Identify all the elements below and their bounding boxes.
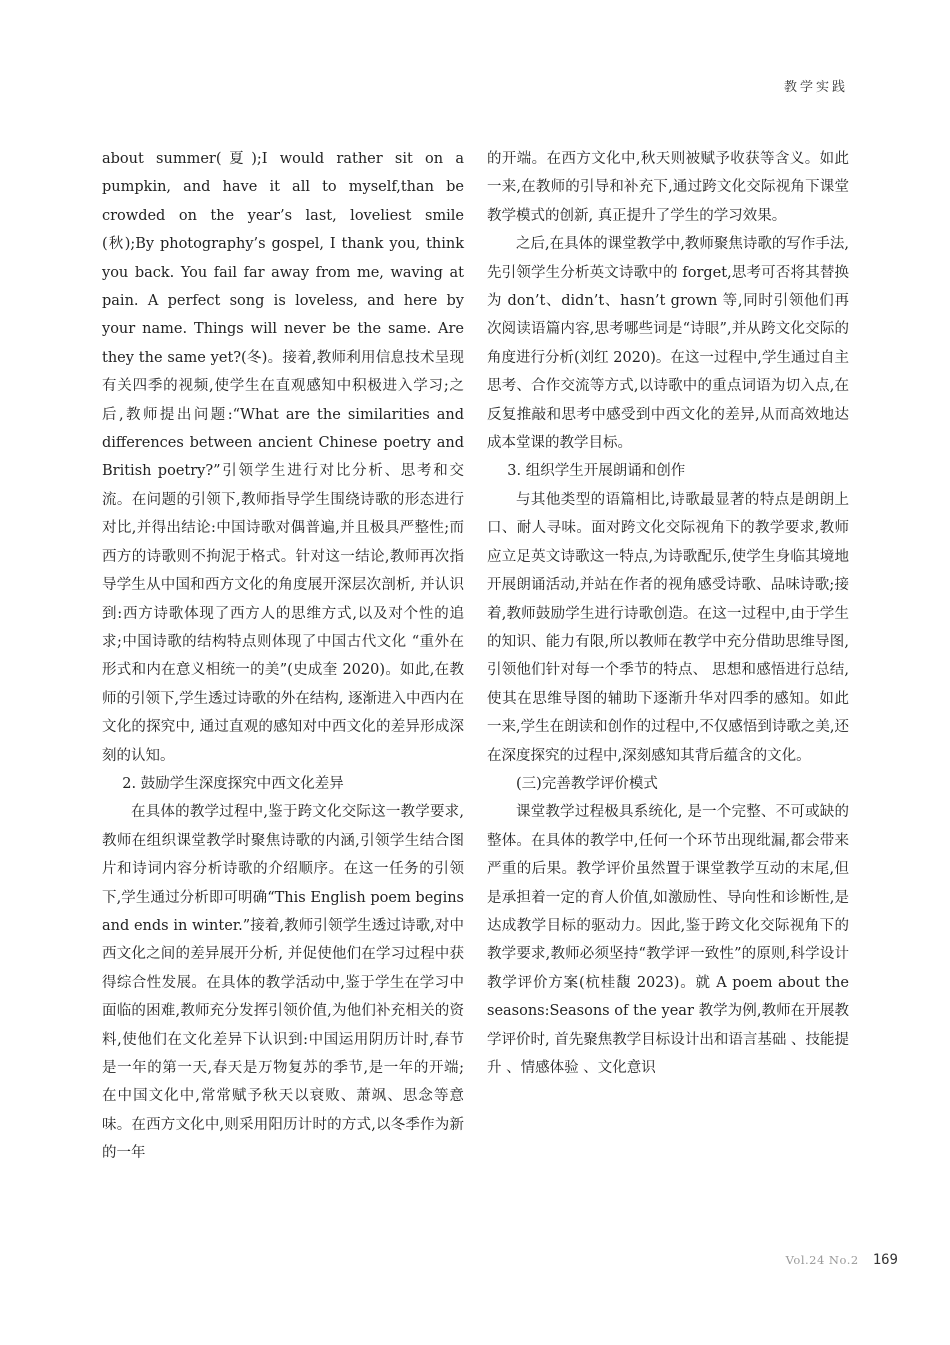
volume-label: Vol.24 No.2 bbox=[785, 1253, 859, 1267]
paragraph: 之后,在具体的课堂教学中,教师聚焦诗歌的写作手法, 先引领学生分析英文诗歌中的 forget,思考可否将其替换为 don’t、didn’t、hasn’t grown 等,同时引领他们再次阅读语篇内容,思考哪些词是“诗眼”,并从跨文化交际的角度进行分析(刘红 2020)。在这一过程中,学生通过自主思考、合作交流等方式,以诗歌中的重点词语为切入点,在反复推敲和思考中感受到中西文化的差异,从而高效地达成本堂课的教学目标。 bbox=[487, 236, 849, 452]
paragraph: 在具体的教学过程中,鉴于跨文化交际这一教学要求, 教师在组织课堂教学时聚焦诗歌的内涵,引领学生结合图片和诗词内容分析诗歌的介绍顺序。在这一任务的引领下,学生通过分析即可明确“This English poem begins and ends in winter.”接着,教师引领学生透过诗歌,对中西文化之间的差异展开分析, 并促使他们在学习过程中获得综合性发展。在具体的教学活动中,鉴于学生在学习中面临的困难,教师充分发挥引领价值,为他们补充相关的资料,使他们在文化差异下认识到:中国运用阴历计时,春节是一年的第一天,春天是万物复苏的季节,是一年的开端;在中国文化中,常常赋予秋天以衰败、萧飒、思念等意味。在西方文化中,则采用阳历计时的方式,以冬季作为新的一年 bbox=[102, 804, 464, 1162]
page-number: 169 bbox=[872, 1252, 898, 1268]
subheading-3: 3. 组织学生开展朗诵和创作 bbox=[507, 463, 686, 480]
paragraph: 与其他类型的语篇相比,诗歌最显著的特点是朗朗上口、耐人寻味。面对跨文化交际视角下的教学要求,教师应立足英文诗歌这一特点,为诗歌配乐,使学生身临其境地开展朗诵活动,并站在作者的视角感受诗歌、品味诗歌;接着,教师鼓励学生进行诗歌创造。在这一过程中,由于学生的知识、能力有限,所以教师在教学中充分借助思维导图,引领他们针对每一个季节的特点、 思想和感悟进行总结,使其在思维导图的辅助下逐渐升华对四季的感知。如此一来,学生在朗读和创作的过程中,不仅感悟到诗歌之美,还在深度探究的过程中,深刻感知其背后蕴含的文化。 bbox=[487, 491, 849, 764]
left-column bbox=[102, 145, 464, 1168]
paragraph-continued: about summer(夏);I would rather sit on a pumpkin, and have it all to myself,than be crowded on the year’s last, loveliest smile (秋);By photography’s gospel, I thank you, think you back. You fail far away from me, waving at pain. A perfect song is loveless, and here by your name. Things will never be the same. Are they the same yet?(冬)。接着,教师利用信息技术呈现有关四季的视频,使学生在直观感知中积极进入学习;之后,教师提出问题:“What are the similarities and differences between ancient Chinese poetry and British poetry?”引领学生进行对比分析、思考和交流。在问题的引领下,教师指导学生围绕诗歌的形态进行对比,并得出结论:中国诗歌对偶普遍,并且极具严整性;而西方的诗歌则不拘泥于格式。针对这一结论,教师再次指导学生从中国和西方文化的角度展开深层次剖析, 并认识到:西方诗歌体现了西方人的思维方式,以及对个性的追求;中国诗歌的结构特点则体现了中国古代文化 “重外在形式和内在意义相统一的美”(史成奎 2020)。如此,在教师的引领下,学生透过诗歌的外在结构, 逐渐进入中西内在文化的探究中, 通过直观的感知对中西文化的差异形成深刻的认知。 bbox=[102, 151, 464, 764]
section-heading: (三)完善教学评价模式 bbox=[516, 775, 658, 792]
subheading-2: 2. 鼓励学生深度探究中西文化差异 bbox=[122, 775, 344, 792]
section-header: 教学实践 bbox=[783, 80, 848, 95]
paragraph-continued: 的开端。在西方文化中,秋天则被赋予收获等含义。如此一来,在教师的引导和补充下,通过跨文化交际视角下课堂教学模式的创新, 真正提升了学生的学习效果。 bbox=[487, 151, 849, 224]
paragraph: 课堂教学过程极具系统化, 是一个完整、不可或缺的整体。在具体的教学中,任何一个环节出现纰漏,都会带来严重的后果。教学评价虽然置于课堂教学互动的末尾,但是承担着一定的育人价值,如激励性、导向性和诊断性,是达成教学目标的驱动力。因此,鉴于跨文化交际视角下的教学要求,教师必须坚持“教学评一致性”的原则,科学设计教学评价方案(杭桂馥 2023)。就 A poem about the seasons:Seasons of the year 教学为例,教师在开展教学评价时, 首先聚焦教学目标设计出和语言基础 、技能提升 、情感体验 、文化意识 bbox=[487, 804, 849, 1076]
right-column bbox=[487, 145, 849, 1082]
page-footer bbox=[786, 1252, 898, 1268]
